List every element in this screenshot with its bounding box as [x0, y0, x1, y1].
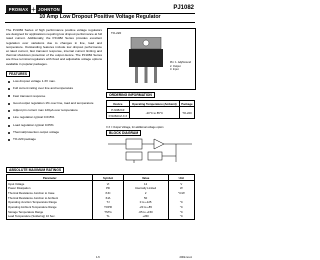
rating-symbol: TSTG — [93, 209, 123, 214]
part-number: PJ1082 — [173, 5, 194, 11]
feature-item: Good output regulation 1% over line, load and temperature — [6, 100, 101, 107]
block-diagram — [106, 136, 195, 164]
feature-item: Full current rating over line and temperature — [6, 85, 101, 92]
ordering-cell: PJ1082CZ — [107, 107, 130, 113]
ordering-header-cell: Package — [181, 101, 193, 106]
ratings-heading: ABSOLUTE MAXIMUM RATINGS — [6, 168, 64, 172]
feature-item: TO-220 package — [6, 136, 101, 143]
rating-symbol: TJ — [93, 200, 123, 205]
ordering-table — [106, 100, 195, 119]
rating-value: -65 to +150 — [123, 209, 168, 214]
logo-text-right: JOHNTON — [38, 7, 60, 12]
package-illustration — [107, 28, 196, 90]
rating-value: Internally Limited — [123, 186, 168, 191]
rating-parameter: Storage Temperature Range — [7, 209, 93, 214]
features-list — [6, 78, 101, 144]
rating-value: 2 — [123, 191, 168, 196]
ratings-header-cell: Parameter — [7, 175, 93, 181]
table-row — [7, 214, 195, 219]
feature-item: Low dropout voltage 1.3V max. — [6, 78, 101, 85]
rating-value: 50 — [123, 195, 168, 200]
logo-separator: + — [31, 5, 36, 14]
revision-label: 2002-rev.A — [179, 256, 192, 259]
ratings-header-cell: Symbol — [93, 175, 123, 181]
rating-unit: W — [168, 186, 194, 191]
rating-symbol: PD — [93, 186, 123, 191]
rating-symbol: θJA — [93, 195, 123, 200]
rating-unit: V — [168, 181, 194, 186]
feature-item: Load regulation typical 0.05% — [6, 122, 101, 129]
rating-unit: °C — [168, 209, 194, 214]
description-text: The PJ1082 Series of high performance positive voltage regulators are designed for applications requiring low dropout performance at full rated current. Additionally, the PJ1082 Series provides excellent regulation over variations due to changes in line, load and temperature. Outstanding features include low dropout performance at rated current, fast transient response, internal current limiting and thermal shutdown protection of the output device. The PJ1082 Series are three terminal regulators with fixed and adjustable voltage options available in popular packages. — [6, 28, 102, 66]
page-title: 10 Amp Low Dropout Positive Voltage Regulator — [39, 14, 161, 20]
rating-value: 12 — [123, 181, 168, 186]
rating-symbol: TL — [93, 214, 123, 219]
rating-symbol: TOPR — [93, 205, 123, 210]
rating-parameter: Lead Temperature (Soldering) 10 Sec. — [7, 214, 93, 219]
package-label: TO-220 — [111, 31, 122, 35]
pin-item: 2. Output — [169, 64, 181, 68]
ratings-header-cell: Unit — [168, 175, 194, 181]
ordering-header-cell: Device — [107, 101, 130, 107]
rating-parameter: Thermal Resistance Junction to Case — [7, 191, 93, 196]
rating-value: +260 — [123, 214, 168, 219]
rating-value: 0 to +125 — [123, 200, 168, 205]
rating-parameter: Input Voltage — [7, 181, 93, 186]
rating-unit: °C/W — [168, 191, 194, 196]
ratings-table — [6, 174, 195, 220]
rating-parameter: Power Dissipation — [7, 186, 93, 191]
ordering-cell: TO-220 — [179, 107, 194, 119]
rating-parameter: Operating Junction Temperature Range — [7, 200, 93, 205]
rating-parameter: Operating Ambient Temperature Range — [7, 205, 93, 210]
block-diagram-heading: BLOCK DIAGRAM — [106, 131, 141, 135]
rating-symbol: θJC — [93, 191, 123, 196]
logo-text-left: PROMAX — [8, 7, 29, 12]
pin-item: Pin: 1. Adj/Ground — [169, 61, 191, 64]
rating-symbol: Vi — [93, 181, 123, 186]
feature-item: Fast transient response — [6, 93, 101, 100]
page-number: 1-5 — [96, 256, 100, 259]
pin-item: 3. Input — [169, 68, 179, 71]
rating-unit: °C — [168, 200, 194, 205]
pin-list — [170, 61, 191, 72]
rating-unit: °C — [168, 205, 194, 210]
ordering-cell: PJ1082CZ-X.X — [107, 113, 130, 119]
ordering-note: X.X = Output Voltage, for additional voltage option — [106, 126, 164, 129]
rating-unit: °C — [168, 214, 194, 219]
ordering-heading: ORDERING INFORMATION — [106, 93, 155, 97]
ordering-header-cell: Operating Temperature (Ambient) — [129, 101, 179, 107]
title-rule — [5, 22, 195, 23]
rating-value: -20 to +85 — [123, 205, 168, 210]
to220-package-icon — [126, 37, 166, 85]
feature-item: Adjust pin current max 120μA over temperature — [6, 107, 101, 114]
rating-parameter: Thermal Resistance Junction to Ambient — [7, 195, 93, 200]
feature-item: Line regulation typical 0.015% — [6, 114, 101, 121]
ordering-cell: -20°C to 85°C — [129, 107, 179, 119]
ratings-header-cell: Value — [123, 175, 168, 181]
feature-item: Thermal/protection output voltage — [6, 129, 101, 136]
features-heading: FEATURES — [6, 72, 30, 76]
